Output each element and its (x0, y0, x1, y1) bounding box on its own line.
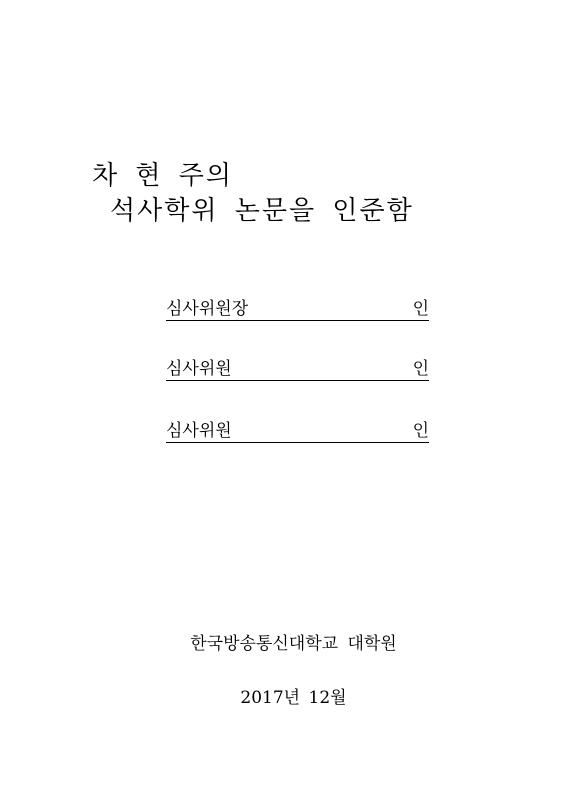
institution-name: 한국방송통신대학교 대학원 (190, 634, 397, 654)
seal-mark: 인 (412, 299, 429, 319)
seal-mark: 인 (412, 359, 429, 379)
signature-line-member-1 (166, 358, 429, 381)
title-line-1: 차 현 주의 (92, 161, 233, 191)
signature-line-member-2 (166, 420, 429, 443)
signature-role: 심사위원 (166, 359, 232, 379)
signature-role: 심사위원장 (166, 299, 249, 319)
title-line-2: 석사학위 논문을 인준함 (110, 196, 414, 226)
seal-mark: 인 (412, 421, 429, 441)
signature-role: 심사위원 (166, 421, 232, 441)
approval-date: 2017년 12월 (240, 688, 347, 708)
signature-line-chair (166, 298, 429, 321)
